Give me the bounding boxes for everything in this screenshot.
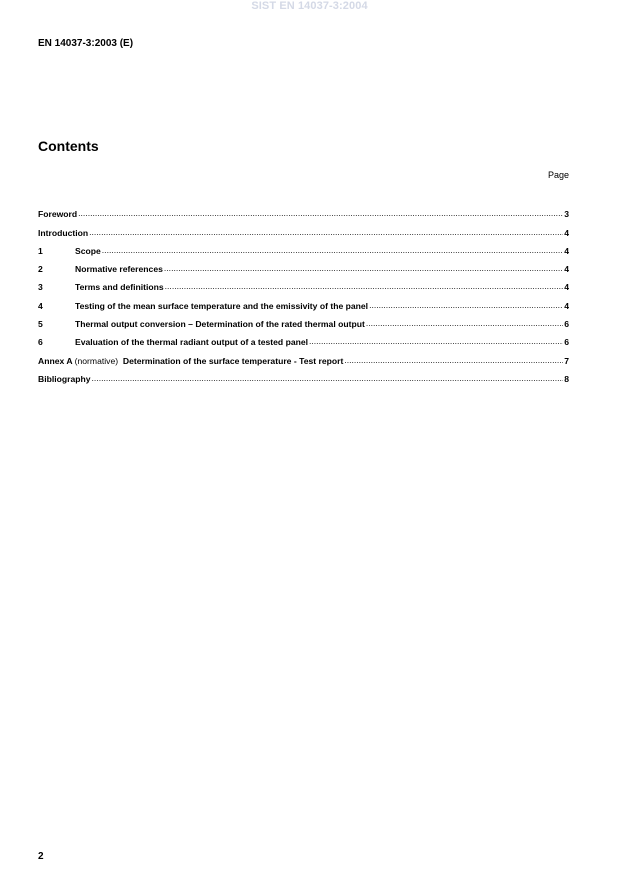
toc-entry-page: 4 <box>564 227 569 238</box>
toc-entry-terms-and-definitions[interactable] <box>38 274 569 292</box>
toc-entry-title: Evaluation of the thermal radiant output of a tested panel <box>75 337 309 348</box>
dot-leader <box>164 263 563 273</box>
toc-entry-title <box>38 356 343 366</box>
toc-entry-title: Terms and definitions <box>75 282 164 293</box>
toc-entry-title: Thermal output conversion – Determination of the rated thermal output <box>75 319 365 330</box>
toc-entry-page: 4 <box>564 300 569 311</box>
toc-entry-foreword[interactable] <box>38 201 569 219</box>
toc-entry-title: Scope <box>75 245 101 256</box>
toc-entry-scope[interactable] <box>38 238 569 256</box>
toc-entry-title: Foreword <box>38 209 78 220</box>
toc-entry-testing-surface-temperature[interactable] <box>38 292 569 310</box>
watermark: SIST EN 14037-3:2004 <box>251 0 368 12</box>
page-column-label: Page <box>547 170 569 180</box>
toc-entry-page: 7 <box>564 355 569 366</box>
toc-entry-radiant-output-evaluation[interactable] <box>38 329 569 347</box>
dot-leader <box>344 355 563 365</box>
toc-entry-number: 5 <box>38 319 43 330</box>
annex-qualifier: (normative) <box>74 355 119 366</box>
toc-entry-page: 6 <box>564 319 569 330</box>
dot-leader <box>309 336 563 346</box>
dot-leader <box>89 227 563 237</box>
annex-title: Determination of the surface temperature - Test report <box>122 355 344 366</box>
dot-leader <box>366 318 563 328</box>
toc-entry-title: Bibliography <box>38 373 91 384</box>
toc-entry-annex-a[interactable] <box>38 347 569 365</box>
dot-leader <box>369 300 563 310</box>
toc-entry-thermal-output-conversion[interactable] <box>38 311 569 329</box>
toc-entry-number: 3 <box>38 282 43 293</box>
dot-leader <box>165 281 564 291</box>
toc-entry-page: 4 <box>564 282 569 293</box>
toc-entry-introduction[interactable] <box>38 219 569 237</box>
toc-entry-normative-references[interactable] <box>38 256 569 274</box>
toc-entry-page: 6 <box>564 337 569 348</box>
contents-title: Contents <box>38 138 99 154</box>
toc-entry-page: 4 <box>564 264 569 275</box>
table-of-contents <box>38 201 569 384</box>
dot-leader <box>78 208 563 218</box>
toc-entry-page: 4 <box>564 245 569 256</box>
toc-entry-title: Normative references <box>75 264 163 275</box>
annex-label: Annex A <box>38 355 73 366</box>
toc-entry-number: 1 <box>38 245 43 256</box>
toc-entry-number: 6 <box>38 337 43 348</box>
toc-entry-page: 3 <box>564 209 569 220</box>
page-number: 2 <box>38 851 44 862</box>
toc-entry-number: 2 <box>38 264 43 275</box>
toc-entry-title: Testing of the mean surface temperature and the emissivity of the panel <box>75 300 369 311</box>
toc-entry-page: 8 <box>564 373 569 384</box>
dot-leader <box>92 373 564 383</box>
toc-entry-number: 4 <box>38 300 43 311</box>
toc-entry-title: Introduction <box>38 227 89 238</box>
toc-entry-bibliography[interactable] <box>38 366 569 384</box>
dot-leader <box>102 245 563 255</box>
document-id: EN 14037-3:2003 (E) <box>38 38 134 49</box>
